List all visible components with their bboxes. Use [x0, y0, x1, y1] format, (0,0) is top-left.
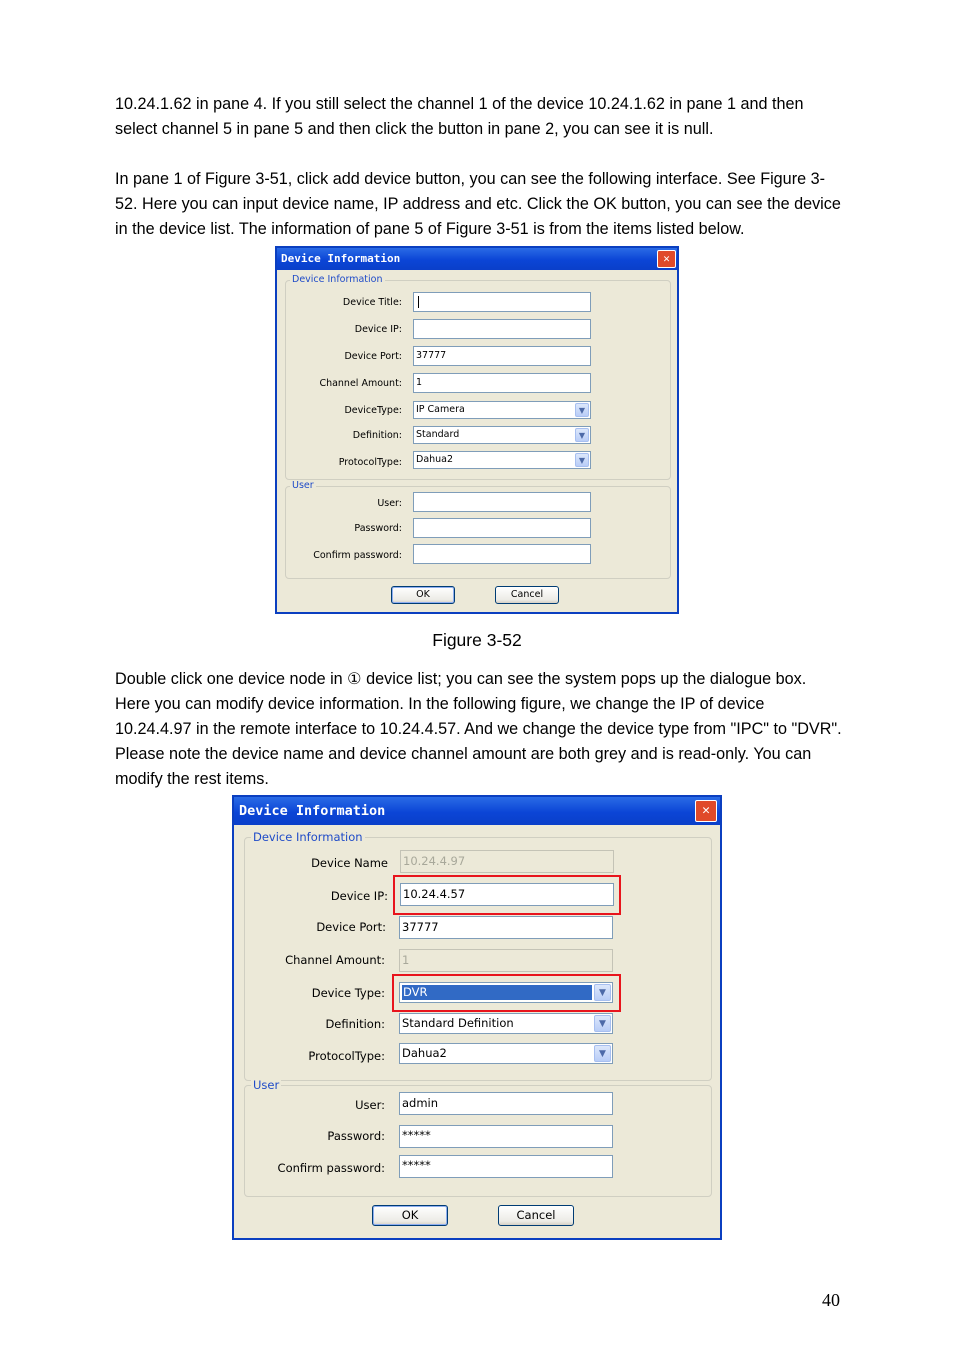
group-legend-device: Device Information — [292, 274, 383, 285]
chevron-down-icon[interactable]: ▼ — [575, 403, 589, 417]
definition-select[interactable]: Standard Definition ▼ — [399, 1013, 613, 1034]
label-protocol-type: ProtocolType: — [308, 1049, 385, 1063]
paragraph-2: In pane 1 of Figure 3-51, click add device button, you can see the following interface. See Figure 3-52. Here you can input device name, IP address and etc. Click the OK button, you can see the device in the device list. The information of pane 5 of Figure 3-51 is from the items listed below. — [115, 170, 841, 238]
group-legend-user: User — [292, 480, 314, 491]
password-input[interactable] — [413, 518, 591, 538]
page-number: 40 — [822, 1290, 840, 1310]
dialog-title: Device Information — [239, 803, 386, 819]
figure-caption: Figure 3-52 — [432, 630, 522, 650]
protocol-type-select[interactable]: Dahua2 ▼ — [399, 1043, 613, 1064]
channel-amount-input: 1 — [399, 949, 613, 972]
close-icon[interactable]: ✕ — [657, 250, 676, 268]
label-device-ip: Device IP: — [330, 889, 388, 903]
definition-select[interactable]: Standard ▼ — [413, 426, 591, 444]
chevron-down-icon[interactable]: ▼ — [594, 984, 611, 1001]
password-input[interactable]: ***** — [399, 1125, 613, 1148]
paragraph-3: Double click one device node in ① device list; you can see the system pops up the dialogue box. Here you can modify device information. In the following figure, we change the IP of device 10.24.4.97 in the remote interface to 10.24.4.57. And we change the device type from "IPC" to "DVR". Please note the device name and device channel amount are both grey and is read-only. You can modify the rest items. — [115, 670, 842, 788]
label-channel-amount: Channel Amount: — [319, 378, 402, 389]
label-device-type: Device Type: — [311, 986, 385, 1000]
label-device-title: Device Title: — [342, 297, 402, 308]
device-title-input[interactable] — [413, 292, 591, 312]
confirm-password-input[interactable]: ***** — [399, 1155, 613, 1178]
device-port-input[interactable]: 37777 — [399, 916, 613, 939]
device-type-select[interactable]: IP Camera ▼ — [413, 401, 591, 419]
label-definition: Definition: — [352, 430, 402, 441]
label-device-name: Device Name — [311, 856, 388, 870]
ok-button[interactable]: OK — [372, 1205, 448, 1226]
device-port-input[interactable]: 37777 — [413, 346, 591, 366]
device-information-dialog-add — [275, 246, 679, 614]
cancel-button[interactable]: Cancel — [495, 586, 559, 604]
user-input[interactable]: admin — [399, 1092, 613, 1115]
chevron-down-icon[interactable]: ▼ — [594, 1045, 611, 1062]
group-legend-user: User — [253, 1078, 280, 1092]
label-password: Password: — [354, 523, 402, 534]
selected-value: DVR — [402, 985, 592, 1000]
protocol-type-select[interactable]: Dahua2 ▼ — [413, 451, 591, 469]
paragraph-1: 10.24.1.62 in pane 4. If you still select the channel 1 of the device 10.24.1.62 in pane 1 and then select channel 5 in pane 5 and then click the button in pane 2, you can see it is null. — [115, 95, 804, 138]
label-user: User: — [377, 498, 402, 509]
cancel-button[interactable]: Cancel — [498, 1205, 574, 1226]
confirm-password-input[interactable] — [413, 544, 591, 564]
label-password: Password: — [327, 1129, 385, 1143]
device-ip-input[interactable] — [413, 319, 591, 339]
label-confirm-password: Confirm password: — [277, 1161, 385, 1175]
label-device-type: DeviceType: — [344, 405, 402, 416]
device-information-dialog-modify — [232, 795, 722, 1240]
dialog-titlebar — [234, 797, 720, 825]
channel-amount-input[interactable]: 1 — [413, 373, 591, 393]
chevron-down-icon[interactable]: ▼ — [575, 428, 589, 442]
device-ip-input[interactable]: 10.24.4.57 — [400, 883, 614, 906]
label-definition: Definition: — [325, 1017, 385, 1031]
chevron-down-icon[interactable]: ▼ — [594, 1015, 611, 1032]
label-device-port: Device Port: — [316, 920, 386, 934]
group-legend-device: Device Information — [253, 830, 363, 844]
user-input[interactable] — [413, 492, 591, 512]
label-device-port: Device Port: — [344, 351, 402, 362]
ok-button[interactable]: OK — [391, 586, 455, 604]
label-confirm-password: Confirm password: — [313, 550, 402, 561]
label-user: User: — [355, 1098, 385, 1112]
label-device-ip: Device IP: — [354, 324, 402, 335]
highlight-box-device-ip — [393, 875, 621, 915]
device-name-input: 10.24.4.97 — [400, 850, 614, 873]
label-protocol-type: ProtocolType: — [338, 457, 402, 468]
close-icon[interactable]: ✕ — [695, 800, 717, 822]
label-channel-amount: Channel Amount: — [285, 953, 385, 967]
dialog-title: Device Information — [281, 252, 401, 265]
text-caret — [418, 296, 419, 308]
chevron-down-icon[interactable]: ▼ — [575, 453, 589, 467]
dialog-titlebar — [277, 248, 677, 270]
highlight-box-device-type — [392, 974, 621, 1012]
